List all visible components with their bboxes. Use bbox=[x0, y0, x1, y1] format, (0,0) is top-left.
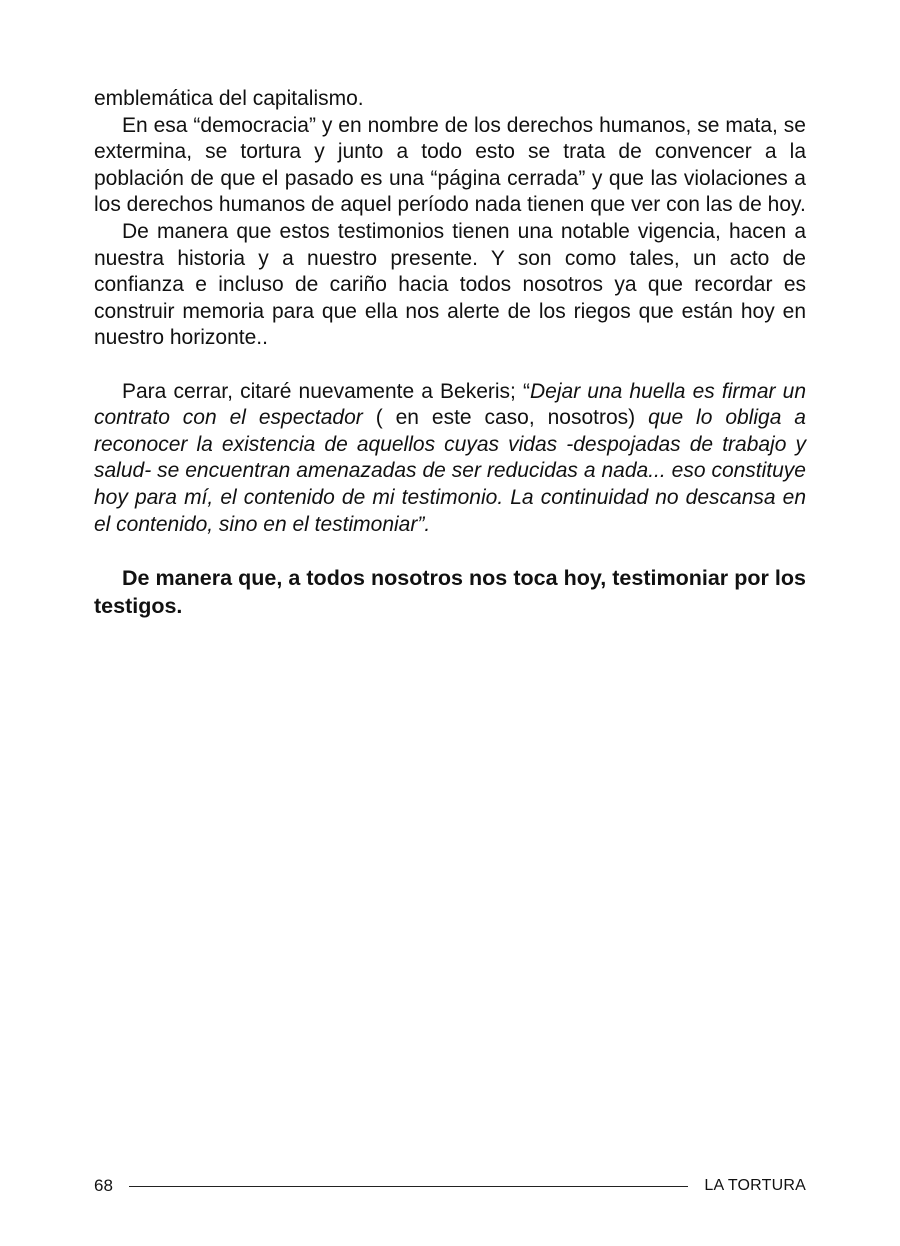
page-body bbox=[94, 86, 806, 620]
paragraph-closing-quote bbox=[94, 379, 806, 539]
page-footer bbox=[94, 1174, 806, 1198]
footer-rule bbox=[129, 1186, 688, 1187]
paragraph-conclusion: De manera que, a todos nosotros nos toca hoy, testimoniar por los testigos. bbox=[94, 566, 806, 619]
running-head: LA TORTURA bbox=[704, 1177, 806, 1194]
quote-part-1: Dejar una huella es firmar un contrato con el espectador bbox=[94, 379, 807, 430]
paragraph-democracy: En esa “democracia” y en nombre de los derechos humanos, se mata, se extermina, se tortura y junto a todo esto se trata de convencer a la población de que el pasado es una “página cerrada” y que las violaciones a los derechos humanos de aquel período nada tienen que ver con las de hoy. bbox=[94, 113, 806, 217]
paragraph-continued: emblemática del capitalismo. bbox=[94, 87, 364, 110]
quote-close: ”. bbox=[417, 512, 431, 536]
page-number: 68 bbox=[94, 1176, 113, 1195]
quote-aside: ( en este caso, nosotros) bbox=[362, 406, 649, 430]
quote-part-2: que lo obliga a reconocer la existencia de aquellos cuyas vidas -despojadas de trabajo y salud- se encuentran amenazadas de ser reducidas a nada... eso constituye hoy para mí, el contenido de mi testimonio. La continuidad no descansa en el contenido, sino en el testimoniar bbox=[94, 406, 806, 536]
quote-lead: Para cerrar, citaré nuevamente a Bekeris; “ bbox=[122, 379, 530, 403]
paragraph-testimonies: De manera que estos testimonios tienen una notable vigencia, hacen a nuestra historia y a nuestro presente. Y son como tales, un acto de confianza e incluso de cariño hacia todos nosotros ya que recordar es construir memoria para que ella nos alerte de los riegos que están hoy en nuestro horizonte.. bbox=[94, 219, 806, 350]
